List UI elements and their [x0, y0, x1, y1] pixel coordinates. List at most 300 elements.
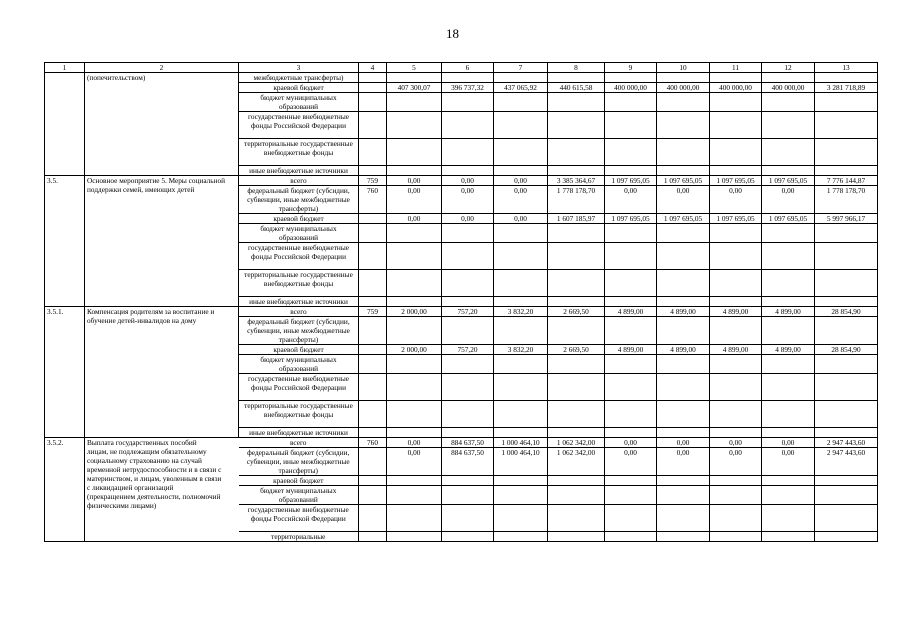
value-cell	[815, 505, 878, 532]
value-cell	[387, 139, 442, 166]
value-cell	[442, 401, 494, 428]
value-cell: 7 776 144,87	[815, 176, 878, 186]
value-cell	[442, 139, 494, 166]
value-cell: 1 097 695,05	[657, 214, 710, 224]
value-cell: 4 899,00	[762, 307, 815, 317]
value-cell: 400 000,00	[710, 83, 762, 93]
value-cell	[815, 317, 878, 345]
value-cell	[710, 224, 762, 243]
value-cell	[494, 270, 548, 297]
value-cell	[815, 297, 878, 307]
value-cell: 1 062 342,00	[548, 438, 605, 448]
value-cell: 1 097 695,05	[710, 176, 762, 186]
value-cell	[710, 270, 762, 297]
funding-source: федеральный бюджет (субсидии, субвенции, иные межбюджетные трансферты)	[239, 448, 359, 476]
value-cell: 28 854,90	[815, 307, 878, 317]
value-cell: 28 854,90	[815, 345, 878, 355]
funding-source: краевой бюджет	[239, 476, 359, 486]
value-cell	[494, 317, 548, 345]
code-cell	[359, 224, 387, 243]
block3-title-line: материнством, и лицам, уволенным в связи	[87, 474, 222, 484]
value-cell: 0,00	[605, 448, 657, 476]
value-cell	[815, 532, 878, 542]
value-cell	[710, 374, 762, 401]
value-cell: 4 899,00	[657, 345, 710, 355]
value-cell: 0,00	[387, 438, 442, 448]
value-cell	[442, 166, 494, 176]
value-cell: 2 669,50	[548, 345, 605, 355]
value-cell	[548, 224, 605, 243]
value-cell	[494, 355, 548, 374]
value-cell	[605, 401, 657, 428]
code-cell	[359, 243, 387, 270]
value-cell: 1 097 695,05	[762, 176, 815, 186]
column-header: 8	[548, 63, 605, 73]
value-cell	[548, 166, 605, 176]
funding-source: государственные внебюджетные фонды Российской Федерации	[239, 505, 359, 532]
value-cell: 0,00	[494, 214, 548, 224]
value-cell	[548, 374, 605, 401]
value-cell	[494, 73, 548, 83]
value-cell	[494, 243, 548, 270]
value-cell: 1 000 464,10	[494, 448, 548, 476]
value-cell: 0,00	[387, 176, 442, 186]
value-cell	[710, 476, 762, 486]
value-cell	[762, 73, 815, 83]
value-cell	[442, 270, 494, 297]
value-cell	[605, 93, 657, 112]
value-cell	[442, 355, 494, 374]
value-cell	[710, 355, 762, 374]
value-cell: 5 997 966,17	[815, 214, 878, 224]
value-cell	[762, 243, 815, 270]
value-cell	[494, 139, 548, 166]
value-cell: 0,00	[710, 448, 762, 476]
value-cell	[494, 428, 548, 438]
funding-source: бюджет муниципальных образований	[239, 93, 359, 112]
table-row	[45, 176, 878, 186]
value-cell	[657, 112, 710, 139]
value-cell: 0,00	[494, 186, 548, 214]
value-cell: 1 097 695,05	[605, 176, 657, 186]
block3-title	[85, 438, 239, 542]
block3-number: 3.5.2.	[45, 438, 85, 542]
funding-source: всего	[239, 438, 359, 448]
value-cell	[548, 532, 605, 542]
funding-source: федеральный бюджет (субсидии, субвенции, иные межбюджетные трансферты)	[239, 317, 359, 345]
value-cell	[605, 112, 657, 139]
value-cell: 0,00	[657, 186, 710, 214]
column-header: 9	[605, 63, 657, 73]
value-cell	[387, 112, 442, 139]
value-cell	[815, 270, 878, 297]
code-cell	[359, 139, 387, 166]
value-cell: 757,20	[442, 345, 494, 355]
value-cell	[605, 374, 657, 401]
value-cell	[387, 486, 442, 505]
funding-source: всего	[239, 176, 359, 186]
value-cell	[815, 139, 878, 166]
value-cell	[387, 166, 442, 176]
value-cell	[387, 317, 442, 345]
code-cell	[359, 486, 387, 505]
column-header: 12	[762, 63, 815, 73]
value-cell	[605, 532, 657, 542]
value-cell	[387, 374, 442, 401]
funding-source: иные внебюджетные источники	[239, 297, 359, 307]
value-cell	[815, 355, 878, 374]
value-cell	[605, 270, 657, 297]
funding-source: государственные внебюджетные фонды Российской Федерации	[239, 374, 359, 401]
funding-source: бюджет муниципальных образований	[239, 355, 359, 374]
value-cell	[657, 505, 710, 532]
value-cell	[710, 93, 762, 112]
value-cell: 757,20	[442, 307, 494, 317]
value-cell: 1 062 342,00	[548, 448, 605, 476]
value-cell: 1 000 464,10	[494, 438, 548, 448]
value-cell: 884 637,50	[442, 438, 494, 448]
value-cell: 0,00	[442, 186, 494, 214]
column-header: 3	[239, 63, 359, 73]
column-header: 2	[85, 63, 239, 73]
block2-number: 3.5.1.	[45, 307, 85, 438]
value-cell	[710, 401, 762, 428]
block3-title-line: Выплата государственных пособий	[87, 438, 197, 448]
value-cell	[548, 112, 605, 139]
funding-source: иные внебюджетные источники	[239, 166, 359, 176]
funding-source: федеральный бюджет (субсидии, субвенции, иные межбюджетные трансферты)	[239, 186, 359, 214]
table-body	[45, 63, 878, 542]
value-cell	[605, 73, 657, 83]
value-cell: 0,00	[710, 438, 762, 448]
value-cell	[442, 486, 494, 505]
value-cell	[710, 486, 762, 505]
value-cell: 1 778 178,70	[815, 186, 878, 214]
value-cell	[387, 532, 442, 542]
value-cell	[494, 374, 548, 401]
value-cell: 0,00	[387, 186, 442, 214]
code-cell	[359, 345, 387, 355]
code-cell	[359, 93, 387, 112]
value-cell	[605, 317, 657, 345]
code-cell	[359, 428, 387, 438]
code-cell	[359, 270, 387, 297]
value-cell	[494, 486, 548, 505]
value-cell	[387, 401, 442, 428]
code-cell	[359, 214, 387, 224]
value-cell: 4 899,00	[657, 307, 710, 317]
column-header: 13	[815, 63, 878, 73]
value-cell	[762, 486, 815, 505]
value-cell	[710, 428, 762, 438]
column-header: 11	[710, 63, 762, 73]
value-cell	[548, 486, 605, 505]
value-cell	[387, 93, 442, 112]
value-cell: 0,00	[605, 438, 657, 448]
value-cell	[657, 139, 710, 166]
column-header: 10	[657, 63, 710, 73]
value-cell: 400 000,00	[605, 83, 657, 93]
value-cell: 0,00	[494, 176, 548, 186]
value-cell	[442, 297, 494, 307]
code-cell	[359, 297, 387, 307]
value-cell: 2 669,50	[548, 307, 605, 317]
value-cell	[710, 73, 762, 83]
value-cell	[548, 73, 605, 83]
value-cell	[710, 112, 762, 139]
value-cell	[657, 73, 710, 83]
value-cell	[494, 476, 548, 486]
value-cell	[605, 428, 657, 438]
block1-title: Основное мероприятие 5. Меры социальной поддержки семей, имеющих детей	[85, 176, 239, 307]
value-cell: 4 899,00	[710, 307, 762, 317]
value-cell	[605, 224, 657, 243]
value-cell: 884 637,50	[442, 448, 494, 476]
code-cell	[359, 355, 387, 374]
value-cell	[657, 317, 710, 345]
value-cell: 0,00	[710, 186, 762, 214]
block3-title-line: физическими лицами)	[87, 501, 157, 511]
block3-title-line: лицам, не подлежащим обязательному	[87, 447, 207, 457]
value-cell: 437 065,92	[494, 83, 548, 93]
value-cell	[548, 505, 605, 532]
value-cell	[815, 93, 878, 112]
value-cell	[657, 270, 710, 297]
value-cell: 400 000,00	[657, 83, 710, 93]
value-cell	[387, 243, 442, 270]
value-cell: 3 832,20	[494, 307, 548, 317]
funding-source: бюджет муниципальных образований	[239, 224, 359, 243]
value-cell: 1 097 695,05	[762, 214, 815, 224]
value-cell	[762, 401, 815, 428]
value-cell	[494, 532, 548, 542]
value-cell	[442, 93, 494, 112]
funding-source: территориальные	[239, 532, 359, 542]
code-cell	[359, 448, 387, 476]
block3-title-line: с ликвидацией организаций	[87, 483, 174, 493]
value-cell	[710, 505, 762, 532]
value-cell	[710, 317, 762, 345]
value-cell: 1 778 178,70	[548, 186, 605, 214]
value-cell: 3 385 364,67	[548, 176, 605, 186]
value-cell: 0,00	[387, 214, 442, 224]
funding-source: межбюджетные трансферты)	[239, 73, 359, 83]
value-cell	[442, 532, 494, 542]
value-cell	[657, 355, 710, 374]
value-cell	[548, 317, 605, 345]
value-cell: 1 097 695,05	[710, 214, 762, 224]
value-cell: 0,00	[657, 448, 710, 476]
funding-source: всего	[239, 307, 359, 317]
value-cell	[762, 505, 815, 532]
code-cell	[359, 505, 387, 532]
value-cell	[548, 139, 605, 166]
value-cell	[387, 428, 442, 438]
value-cell	[762, 139, 815, 166]
value-cell	[605, 139, 657, 166]
value-cell: 1 097 695,05	[657, 176, 710, 186]
value-cell: 0,00	[762, 438, 815, 448]
funding-source: краевой бюджет	[239, 345, 359, 355]
value-cell	[815, 428, 878, 438]
value-cell: 0,00	[657, 438, 710, 448]
block3-title-line: социальному страхованию на случай	[87, 456, 202, 466]
value-cell: 2 000,00	[387, 307, 442, 317]
value-cell: 3 832,20	[494, 345, 548, 355]
value-cell	[815, 401, 878, 428]
value-cell	[442, 112, 494, 139]
code-cell	[359, 317, 387, 345]
value-cell	[657, 401, 710, 428]
value-cell	[548, 270, 605, 297]
value-cell: 0,00	[442, 176, 494, 186]
funding-source: бюджет муниципальных образований	[239, 486, 359, 505]
funding-source: иные внебюджетные источники	[239, 428, 359, 438]
value-cell	[605, 486, 657, 505]
value-cell	[657, 428, 710, 438]
value-cell	[494, 166, 548, 176]
table-row	[45, 73, 878, 83]
value-cell	[605, 355, 657, 374]
value-cell	[494, 401, 548, 428]
value-cell	[387, 270, 442, 297]
value-cell: 2 947 443,60	[815, 438, 878, 448]
code-cell: 759	[359, 176, 387, 186]
value-cell	[657, 224, 710, 243]
value-cell: 0,00	[387, 448, 442, 476]
code-cell	[359, 374, 387, 401]
value-cell: 0,00	[762, 448, 815, 476]
value-cell	[442, 224, 494, 243]
value-cell	[657, 297, 710, 307]
funding-source: государственные внебюджетные фонды Российской Федерации	[239, 243, 359, 270]
value-cell: 2 000,00	[387, 345, 442, 355]
value-cell	[710, 243, 762, 270]
value-cell: 396 737,32	[442, 83, 494, 93]
value-cell	[762, 297, 815, 307]
value-cell	[710, 166, 762, 176]
value-cell: 440 615,58	[548, 83, 605, 93]
value-cell	[762, 166, 815, 176]
value-cell	[657, 476, 710, 486]
value-cell	[548, 428, 605, 438]
value-cell	[442, 374, 494, 401]
value-cell	[548, 93, 605, 112]
code-cell	[359, 73, 387, 83]
value-cell: 4 899,00	[605, 345, 657, 355]
value-cell	[442, 428, 494, 438]
value-cell	[710, 532, 762, 542]
value-cell	[494, 93, 548, 112]
value-cell: 4 899,00	[710, 345, 762, 355]
value-cell	[762, 317, 815, 345]
value-cell	[657, 243, 710, 270]
value-cell	[494, 505, 548, 532]
code-cell: 760	[359, 438, 387, 448]
code-cell	[359, 401, 387, 428]
code-cell	[359, 166, 387, 176]
value-cell	[710, 297, 762, 307]
budget-table	[44, 62, 878, 542]
code-cell: 760	[359, 186, 387, 214]
value-cell	[762, 476, 815, 486]
funding-source: территориальные государственные внебюджетные фонды	[239, 401, 359, 428]
value-cell	[387, 73, 442, 83]
table-row	[45, 307, 878, 317]
value-cell	[657, 93, 710, 112]
value-cell: 1 607 185,97	[548, 214, 605, 224]
value-cell	[387, 355, 442, 374]
value-cell	[442, 505, 494, 532]
column-header: 4	[359, 63, 387, 73]
block3-title-line: временной нетрудоспособности и в связи с	[87, 465, 222, 475]
value-cell: 4 899,00	[605, 307, 657, 317]
value-cell	[442, 73, 494, 83]
funding-source: краевой бюджет	[239, 214, 359, 224]
page-number: 18	[446, 26, 459, 41]
value-cell	[657, 532, 710, 542]
value-cell	[762, 93, 815, 112]
value-cell: 4 899,00	[762, 345, 815, 355]
funding-source: государственные внебюджетные фонды Российской Федерации	[239, 112, 359, 139]
value-cell: 2 947 443,60	[815, 448, 878, 476]
value-cell	[657, 486, 710, 505]
value-cell: 407 300,07	[387, 83, 442, 93]
block1-number: 3.5.	[45, 176, 85, 307]
value-cell	[387, 224, 442, 243]
value-cell	[548, 476, 605, 486]
block3-title-line: (прекращением деятельности, полномочий	[87, 492, 221, 502]
value-cell: 0,00	[442, 214, 494, 224]
value-cell	[815, 112, 878, 139]
value-cell	[548, 243, 605, 270]
code-cell: 759	[359, 307, 387, 317]
value-cell	[548, 297, 605, 307]
column-header: 7	[494, 63, 548, 73]
block0-title: (попечительством)	[85, 73, 239, 176]
code-cell	[359, 83, 387, 93]
table-row	[45, 438, 878, 448]
column-header: 6	[442, 63, 494, 73]
block0-number	[45, 73, 85, 176]
value-cell	[762, 224, 815, 243]
column-header: 1	[45, 63, 85, 73]
value-cell	[762, 355, 815, 374]
value-cell	[657, 374, 710, 401]
value-cell	[710, 139, 762, 166]
value-cell: 400 000,00	[762, 83, 815, 93]
code-cell	[359, 112, 387, 139]
value-cell	[494, 297, 548, 307]
value-cell	[815, 166, 878, 176]
value-cell	[548, 355, 605, 374]
value-cell	[494, 112, 548, 139]
value-cell	[442, 476, 494, 486]
value-cell	[762, 532, 815, 542]
funding-source: территориальные государственные внебюджетные фонды	[239, 270, 359, 297]
value-cell	[605, 476, 657, 486]
value-cell	[387, 476, 442, 486]
value-cell	[657, 166, 710, 176]
value-cell	[442, 317, 494, 345]
value-cell	[387, 297, 442, 307]
value-cell	[815, 224, 878, 243]
value-cell	[762, 270, 815, 297]
code-cell	[359, 476, 387, 486]
code-cell	[359, 532, 387, 542]
value-cell	[762, 112, 815, 139]
value-cell	[815, 374, 878, 401]
